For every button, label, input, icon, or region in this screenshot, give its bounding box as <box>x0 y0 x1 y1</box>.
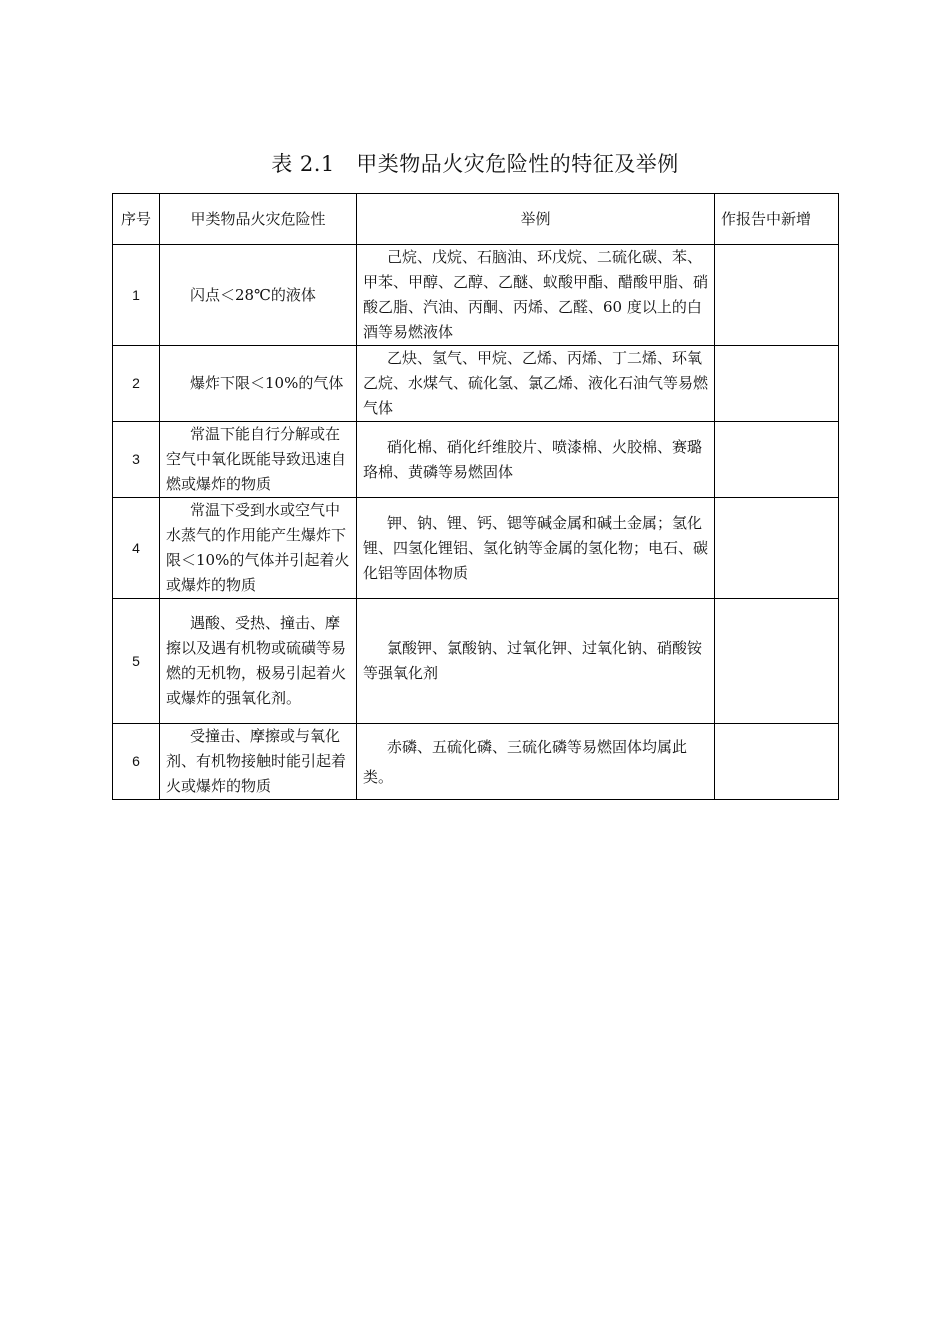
row-hazard <box>160 498 357 599</box>
row-example-text: 赤磷、五硫化磷、三硫化磷等易燃固体均属此类。 <box>363 737 688 786</box>
row-example-text: 乙炔、氢气、甲烷、乙烯、丙烯、丁二烯、环氧乙烷、水煤气、硫化氢、氯乙烯、液化石油气等易燃气体 <box>363 349 709 417</box>
table-row <box>113 245 839 346</box>
row-example <box>357 422 715 498</box>
row-example-text: 己烷、戊烷、石脑油、环戊烷、二硫化碳、苯、甲苯、甲醇、乙醇、乙醚、蚁酸甲酯、醋酸甲脂、硝酸乙脂、汽油、丙酮、丙烯、乙醛、60 度以上的白酒等易燃液体 <box>363 248 709 341</box>
row-seq: 5 <box>113 599 160 724</box>
row-hazard <box>160 724 357 800</box>
row-hazard-text: 常温下能自行分解或在空气中氧化既能导致迅速自燃或爆炸的物质 <box>166 425 347 493</box>
row-new <box>715 245 839 346</box>
header-example: 举例 <box>357 194 715 245</box>
header-new: 作报告中新增 <box>715 194 839 245</box>
row-seq: 2 <box>113 346 160 422</box>
row-new <box>715 346 839 422</box>
row-new <box>715 599 839 724</box>
row-hazard-text: 遇酸、受热、撞击、摩擦以及遇有机物或硫磺等易燃的无机物，极易引起着火或爆炸的强氧化剂。 <box>166 614 347 707</box>
table-row <box>113 498 839 599</box>
hazard-table <box>112 193 839 800</box>
row-hazard-text: 闪点＜28℃的液体 <box>190 285 316 304</box>
row-seq: 3 <box>113 422 160 498</box>
row-seq: 4 <box>113 498 160 599</box>
table-row <box>113 346 839 422</box>
row-example <box>357 724 715 800</box>
row-hazard <box>160 245 357 346</box>
row-example-text: 氯酸钾、氯酸钠、过氧化钾、过氧化钠、硝酸铵等强氧化剂 <box>363 639 703 682</box>
row-hazard-text: 常温下受到水或空气中水蒸气的作用能产生爆炸下限＜10%的气体并引起着火或爆炸的物质 <box>166 501 350 594</box>
row-example <box>357 498 715 599</box>
row-new <box>715 724 839 800</box>
row-hazard <box>160 422 357 498</box>
row-example <box>357 599 715 724</box>
row-seq: 1 <box>113 245 160 346</box>
row-example <box>357 346 715 422</box>
row-example-text: 钾、钠、锂、钙、锶等碱金属和碱土金属；氢化锂、四氢化锂铝、氢化钠等金属的氢化物；电石、碳化铝等固体物质 <box>363 513 709 582</box>
row-hazard-text: 受撞击、摩擦或与氧化剂、有机物接触时能引起着火或爆炸的物质 <box>166 727 347 795</box>
row-hazard <box>160 599 357 724</box>
page-title: 表 2.1 甲类物品火灾危险性的特征及举例 <box>271 152 679 176</box>
row-new <box>715 422 839 498</box>
table-row <box>113 422 839 498</box>
header-hazard: 甲类物品火灾危险性 <box>160 194 357 245</box>
row-hazard <box>160 346 357 422</box>
row-new <box>715 498 839 599</box>
table-row <box>113 599 839 724</box>
header-seq: 序号 <box>113 194 160 245</box>
table-header-row <box>113 194 839 245</box>
row-seq: 6 <box>113 724 160 800</box>
row-example-text: 硝化棉、硝化纤维胶片、喷漆棉、火胶棉、赛璐珞棉、黄磷等易燃固体 <box>363 437 703 481</box>
table-row <box>113 724 839 800</box>
row-hazard-text: 爆炸下限＜10%的气体 <box>190 374 344 392</box>
row-example <box>357 245 715 346</box>
